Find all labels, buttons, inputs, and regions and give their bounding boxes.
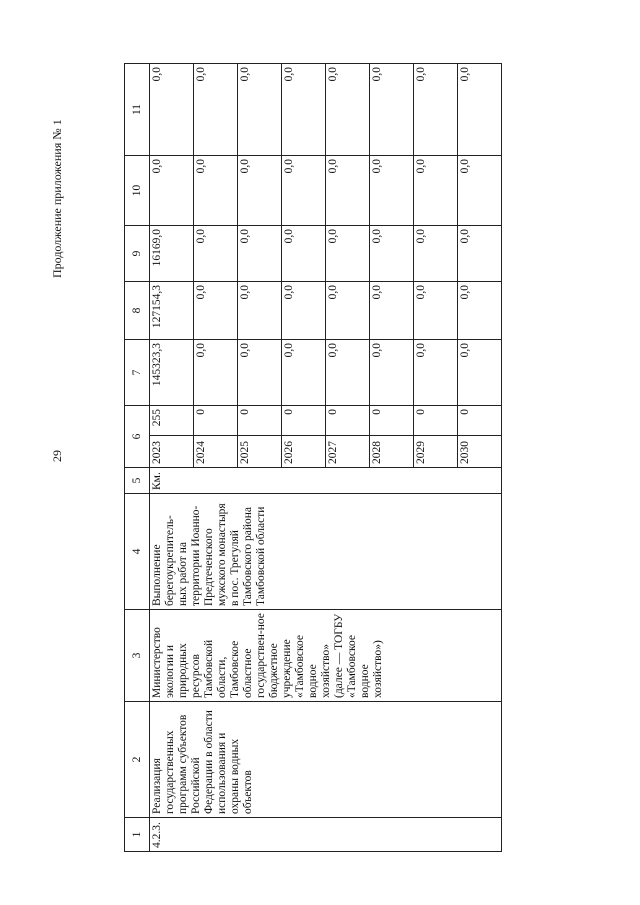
value-cell: 0,0 xyxy=(282,340,326,406)
year-cell: 2027 xyxy=(326,436,370,468)
value-cell: 0,0 xyxy=(282,282,326,340)
header-cell: 2 xyxy=(125,702,150,818)
value-cell: 0,0 xyxy=(414,282,458,340)
value-cell: 0,0 xyxy=(414,156,458,226)
year-cell: 2030 xyxy=(458,436,502,468)
year-cell: 2024 xyxy=(194,436,238,468)
appendix-table-rotated xyxy=(124,64,558,852)
header-cell: 9 xyxy=(125,226,150,282)
item-executor: Министерство экологии и природных ресурсов Тамбовской области, Тамбовское областное государствен-ное бюджетное учреждение «Тамбовское водное хозяйство» (далее — ТОГБУ «Тамбовское водное хозяйство») xyxy=(150,610,502,702)
value-cell: 127154,3 xyxy=(150,282,194,340)
value-cell: 16169,0 xyxy=(150,226,194,282)
value-cell: 0,0 xyxy=(326,226,370,282)
header-cell: 7 xyxy=(125,340,150,406)
value-cell: 145323,3 xyxy=(150,340,194,406)
value-cell: 0,0 xyxy=(414,64,458,156)
value-cell: 0,0 xyxy=(238,282,282,340)
item-code: 4.2.3. xyxy=(150,818,502,852)
value-cell: 0,0 xyxy=(238,64,282,156)
item-name: Реализация государственных программ субъектов Российской Федерации в области использования и охраны водных объектов xyxy=(150,702,502,818)
value-cell: 0,0 xyxy=(326,64,370,156)
value-cell: 0,0 xyxy=(370,64,414,156)
value-cell: 0 xyxy=(370,406,414,436)
value-cell: 0 xyxy=(238,406,282,436)
year-cell: 2023 xyxy=(150,436,194,468)
value-cell: 0,0 xyxy=(194,340,238,406)
header-cell: 4 xyxy=(125,494,150,610)
value-cell: 0,0 xyxy=(238,156,282,226)
value-cell: 0,0 xyxy=(282,226,326,282)
item-activity: Выполнение берегоукрепитель-ных работ на территории Иоанно-Предтеченского мужского монастыря в пос. Трегуляй Тамбовского района Тамбовской области xyxy=(150,494,502,610)
value-cell: 0,0 xyxy=(458,64,502,156)
value-cell: 0,0 xyxy=(370,156,414,226)
header-cell: 6 xyxy=(125,406,150,468)
header-cell: 11 xyxy=(125,64,150,156)
value-cell: 0,0 xyxy=(282,156,326,226)
value-cell: 0,0 xyxy=(458,156,502,226)
header-cell: 10 xyxy=(125,156,150,226)
value-cell: 0,0 xyxy=(194,282,238,340)
value-cell: 0,0 xyxy=(326,282,370,340)
value-cell: 0 xyxy=(194,406,238,436)
value-cell: 0,0 xyxy=(238,340,282,406)
value-cell: 0,0 xyxy=(150,64,194,156)
header-cell: 3 xyxy=(125,610,150,702)
value-cell: 0,0 xyxy=(194,156,238,226)
year-cell: 2028 xyxy=(370,436,414,468)
value-cell: 0,0 xyxy=(370,226,414,282)
year-cell: 2029 xyxy=(414,436,458,468)
year-cell: 2026 xyxy=(282,436,326,468)
value-cell: 0,0 xyxy=(458,340,502,406)
value-cell: 0,0 xyxy=(194,226,238,282)
header-row xyxy=(125,64,150,852)
year-cell: 2025 xyxy=(238,436,282,468)
value-cell: 0 xyxy=(458,406,502,436)
value-cell: 0,0 xyxy=(194,64,238,156)
value-cell: 0,0 xyxy=(370,282,414,340)
value-cell: 0,0 xyxy=(458,282,502,340)
value-cell: 0,0 xyxy=(326,156,370,226)
item-unit: Км. xyxy=(150,468,502,494)
value-cell: 0 xyxy=(326,406,370,436)
value-cell: 0 xyxy=(414,406,458,436)
value-cell: 255 xyxy=(150,406,194,436)
value-cell: 0,0 xyxy=(150,156,194,226)
value-cell: 0 xyxy=(282,406,326,436)
table-row xyxy=(150,64,194,852)
appendix-continuation-title: Продолжение приложения № 1 xyxy=(50,119,64,278)
value-cell: 0,0 xyxy=(458,226,502,282)
measures-table xyxy=(124,63,502,852)
value-cell: 0,0 xyxy=(414,226,458,282)
page-number: 29 xyxy=(50,450,64,462)
value-cell: 0,0 xyxy=(414,340,458,406)
value-cell: 0,0 xyxy=(370,340,414,406)
value-cell: 0,0 xyxy=(326,340,370,406)
value-cell: 0,0 xyxy=(282,64,326,156)
header-cell: 8 xyxy=(125,282,150,340)
value-cell: 0,0 xyxy=(238,226,282,282)
header-cell: 5 xyxy=(125,468,150,494)
header-cell: 1 xyxy=(125,818,150,852)
